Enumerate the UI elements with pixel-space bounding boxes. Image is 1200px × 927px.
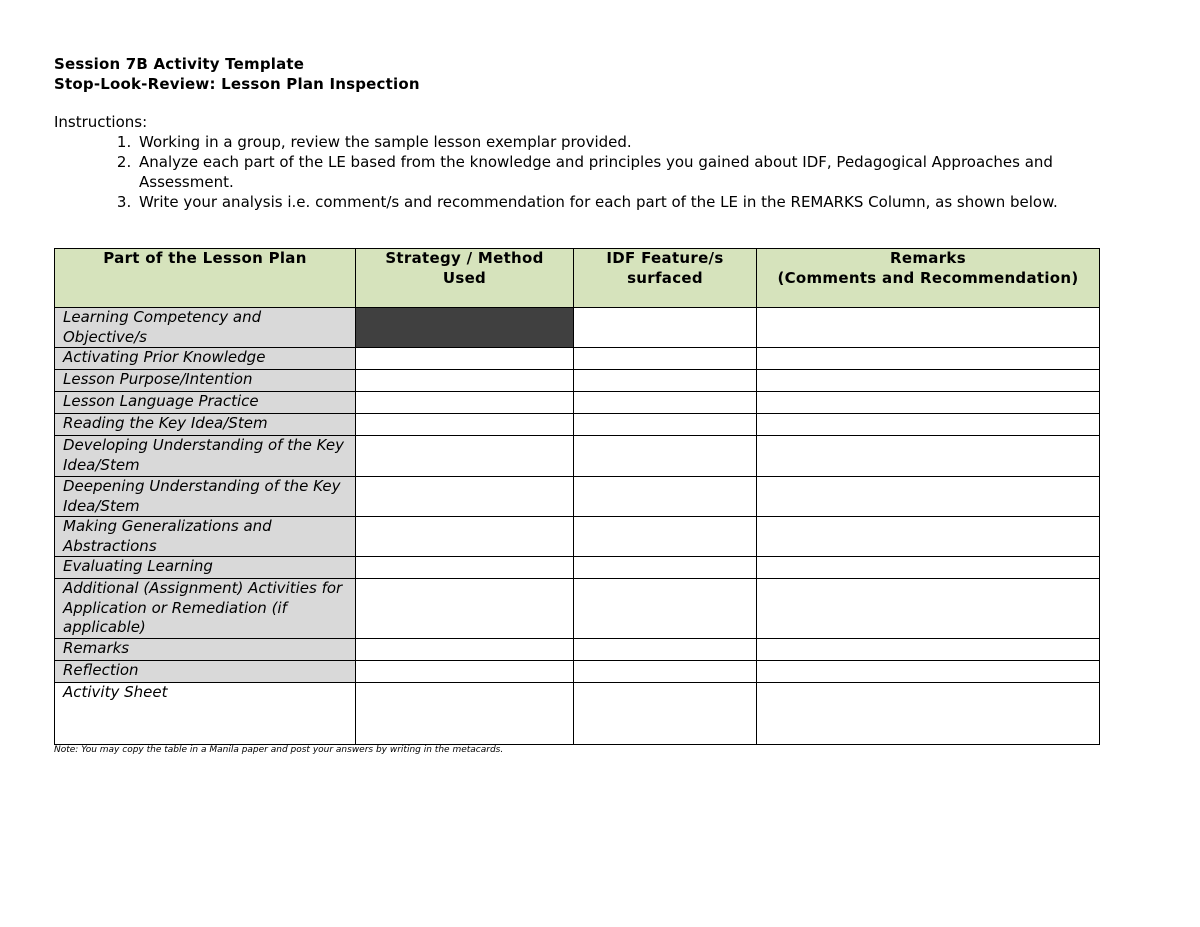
remarks-cell[interactable]: [757, 348, 1100, 370]
remarks-cell[interactable]: [757, 414, 1100, 436]
strategy-cell[interactable]: [356, 414, 574, 436]
table-row: [55, 436, 1100, 477]
remarks-cell[interactable]: [757, 436, 1100, 477]
table-row: [55, 660, 1100, 682]
strategy-cell[interactable]: [356, 660, 574, 682]
session-title: Session 7B Activity Template: [54, 55, 305, 73]
table-header-row: [55, 249, 1100, 308]
instruction-item: 1. Working in a group, review the sample lesson exemplar provided.: [136, 132, 1114, 152]
shaded-cell: [356, 308, 574, 348]
strategy-cell[interactable]: [356, 392, 574, 414]
row-label: Lesson Language Practice: [55, 392, 356, 414]
activity-title: Stop-Look-Review: Lesson Plan Inspection: [54, 75, 420, 93]
row-label: Lesson Purpose/Intention: [55, 370, 356, 392]
header-remarks: Remarks (Comments and Recommendation): [757, 249, 1100, 308]
row-label: Additional (Assignment) Activities for Application or Remediation (if applicable): [55, 579, 356, 639]
header-part: Part of the Lesson Plan: [55, 249, 356, 308]
instruction-item: 2. Analyze each part of the LE based from the knowledge and principles you gained about IDF, Pedagogical Approaches and Assessment.: [136, 152, 1114, 192]
remarks-cell[interactable]: [757, 557, 1100, 579]
strategy-cell[interactable]: [356, 682, 574, 744]
idf-cell[interactable]: [574, 660, 757, 682]
idf-cell[interactable]: [574, 392, 757, 414]
idf-cell[interactable]: [574, 308, 757, 348]
row-label: Remarks: [55, 638, 356, 660]
remarks-cell[interactable]: [757, 517, 1100, 557]
idf-cell[interactable]: [574, 436, 757, 477]
table-row: [55, 517, 1100, 557]
row-label: Making Generalizations and Abstractions: [55, 517, 356, 557]
table-row: [55, 638, 1100, 660]
strategy-cell[interactable]: [356, 436, 574, 477]
strategy-cell[interactable]: [356, 477, 574, 517]
table-row: [55, 370, 1100, 392]
row-label: Reflection: [55, 660, 356, 682]
table-row: [55, 414, 1100, 436]
table-row: [55, 682, 1100, 744]
row-label: Learning Competency and Objective/s: [55, 308, 356, 348]
footnote: Note: You may copy the table in a Manila paper and post your answers by writing in the metacards.: [54, 745, 504, 755]
idf-cell[interactable]: [574, 517, 757, 557]
remarks-cell[interactable]: [757, 308, 1100, 348]
strategy-cell[interactable]: [356, 638, 574, 660]
strategy-cell[interactable]: [356, 370, 574, 392]
instructions-list: [54, 132, 1114, 212]
table-row: [55, 477, 1100, 517]
row-label: Evaluating Learning: [55, 557, 356, 579]
remarks-cell[interactable]: [757, 638, 1100, 660]
instruction-item: 3. Write your analysis i.e. comment/s and recommendation for each part of the LE in the REMARKS Column, as shown below.: [136, 192, 1114, 212]
idf-cell[interactable]: [574, 414, 757, 436]
row-label: Developing Understanding of the Key Idea/Stem: [55, 436, 356, 477]
idf-cell[interactable]: [574, 557, 757, 579]
strategy-cell[interactable]: [356, 348, 574, 370]
idf-cell[interactable]: [574, 638, 757, 660]
row-label: Activity Sheet: [55, 682, 356, 744]
strategy-cell[interactable]: [356, 579, 574, 639]
instructions-label: Instructions:: [54, 113, 148, 131]
table-row: [55, 579, 1100, 639]
idf-cell[interactable]: [574, 682, 757, 744]
table-row: [55, 348, 1100, 370]
table-row: [55, 308, 1100, 348]
lesson-plan-table: [54, 248, 1100, 745]
remarks-cell[interactable]: [757, 370, 1100, 392]
header-idf: IDF Feature/s surfaced: [574, 249, 757, 308]
table-row: [55, 392, 1100, 414]
idf-cell[interactable]: [574, 370, 757, 392]
row-label: Deepening Understanding of the Key Idea/Stem: [55, 477, 356, 517]
strategy-cell[interactable]: [356, 557, 574, 579]
remarks-cell[interactable]: [757, 682, 1100, 744]
table-row: [55, 557, 1100, 579]
remarks-cell[interactable]: [757, 392, 1100, 414]
remarks-cell[interactable]: [757, 660, 1100, 682]
row-label: Reading the Key Idea/Stem: [55, 414, 356, 436]
strategy-cell[interactable]: [356, 517, 574, 557]
row-label: Activating Prior Knowledge: [55, 348, 356, 370]
idf-cell[interactable]: [574, 477, 757, 517]
document-header: [54, 54, 1114, 212]
idf-cell[interactable]: [574, 579, 757, 639]
remarks-cell[interactable]: [757, 579, 1100, 639]
idf-cell[interactable]: [574, 348, 757, 370]
header-strategy: Strategy / Method Used: [356, 249, 574, 308]
remarks-cell[interactable]: [757, 477, 1100, 517]
